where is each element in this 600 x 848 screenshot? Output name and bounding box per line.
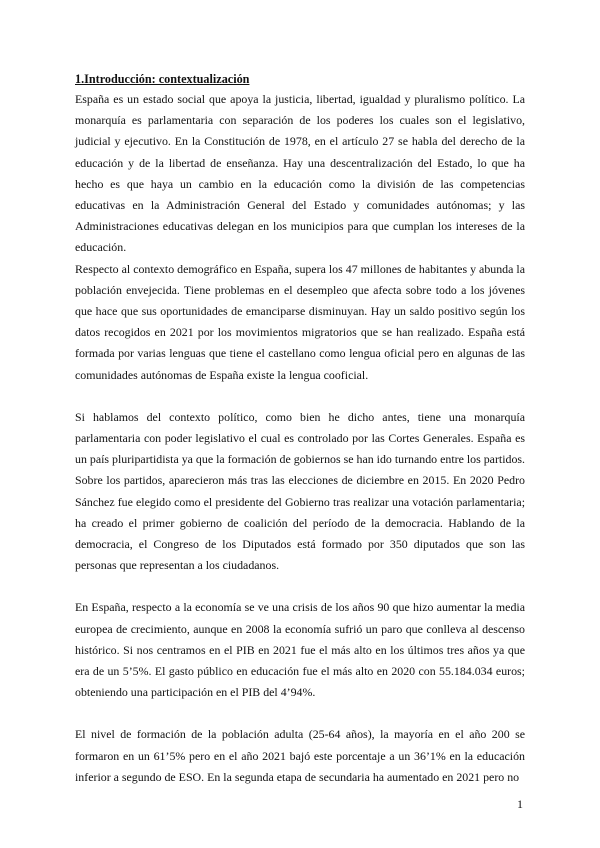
paragraph-demographic-context: Respecto al contexto demográfico en España, supera los 47 millones de habitantes y abunda la población envejecida. Tiene problemas en el desempleo que afecta sobre todo a los jóvenes que hace que sus oportunidades de emanciparse disminuyan. Hay un saldo positivo según los datos recogidos en 2021 por los movimientos migratorios que se han realizado. España está formada por varias lenguas que tiene el castellano como lengua oficial pero en algunas de las comunidades autónomas de España existe la lengua cooficial. xyxy=(75,261,525,382)
section-heading: 1.Introducción: contextualización xyxy=(75,72,250,86)
paragraph-spacer xyxy=(75,386,525,407)
paragraph-spacer xyxy=(75,576,525,597)
paragraph-intro-state: España es un estado social que apoya la justicia, libertad, igualdad y pluralismo político. La monarquía es parlamentaria con separación de los poderes los cuales son el legislativo, judicial y ejecutivo. En la Constitución de 1978, en el artículo 27 se habla del derecho de la educación y de la libertad de enseñanza. Hay una descentralización del Estado, lo que ha hecho es que haya un cambio en la educación como la división de las competencias educativas en la Administración General del Estado y comunidades autónomas; y las Administraciones educativas delegan en los municipios para que cumplan los intereses de la educación. xyxy=(75,92,525,255)
document-page xyxy=(75,70,525,788)
paragraph-political-context: Si hablamos del contexto político, como bien he dicho antes, tiene una monarquía parlamentaria con poder legislativo el cual es controlado por las Cortes Generales. España es un país pluripartidista ya que la formación de gobiernos se han ido turnando entre los partidos. Sobre los partidos, aparecieron más tras las elecciones de diciembre en 2015. En 2020 Pedro Sánchez fue elegido como el presidente del Gobierno tras realizar una votación parlamentaria; ha creado el primer gobierno de coalición del período de la democracia. Hablando de la democracia, el Congreso de los Diputados está formado por 350 diputados que son las personas que representan a los ciudadanos. xyxy=(75,409,525,573)
paragraph-adult-education: El nivel de formación de la población adulta (25-64 años), la mayoría en el año 200 se formaron en un 61’5% pero en el año 2021 bajó este porcentaje a un 36’1% en la educación inferior a segundo de ESO. En la segunda etapa de secundaria ha aumentado en 2021 pero no xyxy=(75,727,525,784)
paragraph-economic-context: En España, respecto a la economía se ve una crisis de los años 90 que hizo aumentar la media europea de crecimiento, aunque en 2008 la economía sufrió un paro que conlleva al descenso histórico. Si nos centramos en el PIB en 2021 fue el más alto en los últimos tres años ya que era de un 5’5%. El gasto público en educación fue el más alto en 2020 con 55.184.034 euros; obteniendo una participación en el PIB del 4’94%. xyxy=(75,600,525,700)
paragraph-spacer xyxy=(75,703,525,724)
page-number: 1 xyxy=(517,797,523,811)
